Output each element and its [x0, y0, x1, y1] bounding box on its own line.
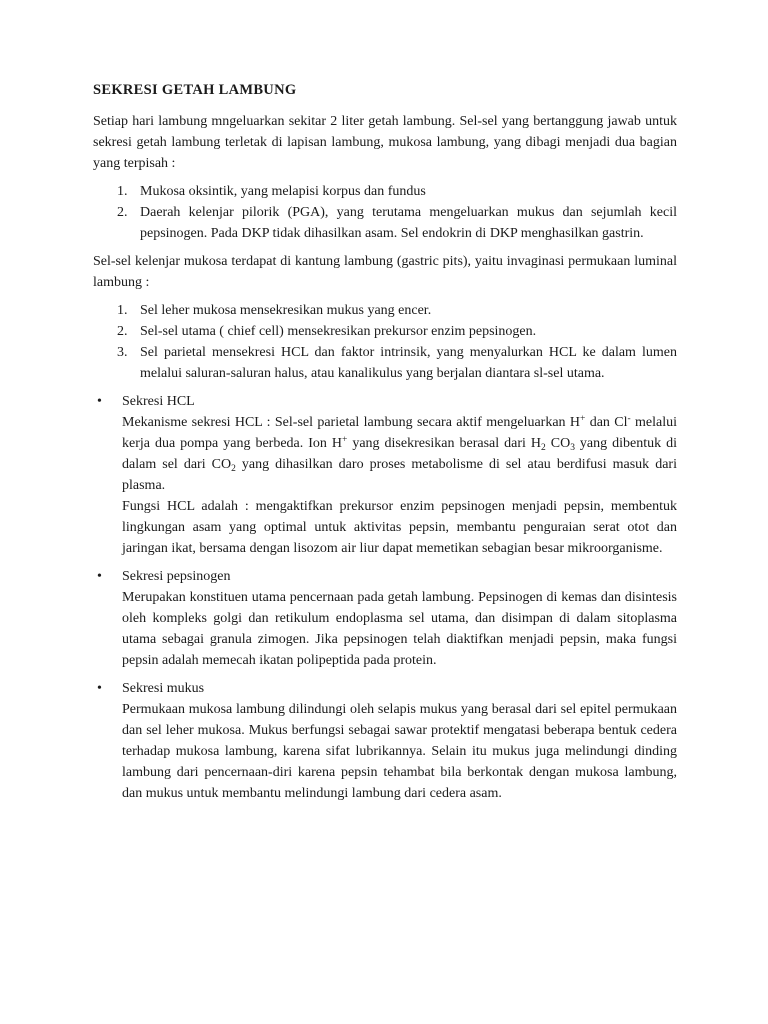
hcl-mechanism-paragraph: Mekanisme sekresi HCL : Sel-sel parietal lambung secara aktif mengeluarkan H+ dan Cl- melalui kerja dua pompa yang berbeda. Ion H+ yang disekresikan berasal dari $H_2$ $CO_3$ yang dibentuk di dalam sel dari $CO_2$ yang dihasilkan daro proses metabolisme di sel atau berdifusi masuk dari plasma. — [122, 414, 677, 493]
pepsinogen-paragraph: Merupakan konstituen utama pencernaan pada getah lambung. Pepsinogen di kemas dan disintesis oleh kompleks golgi dan retikulum endoplasma sel utama, dan disimpan di dalam sitoplasma utama sebagai granula zimogen. Jika pepsinogen telah diaktifkan menjadi pepsin, maka fungsi pepsin adalah memecah ikatan polipeptida pada protein. — [122, 590, 677, 668]
gland-cells-list — [93, 300, 677, 384]
list-item-number: 1. — [117, 184, 128, 199]
list-item — [93, 342, 677, 384]
list-item — [93, 300, 677, 321]
list-item-text: Sel-sel utama ( chief cell) mensekresikan prekursor enzim pepsinogen. — [140, 324, 537, 339]
bullet-icon: • — [97, 394, 102, 409]
list-item-text: Sel parietal mensekresi HCL dan faktor intrinsik, yang menyalurkan HCL ke dalam lumen melalui saluran-saluran halus, atau kanalikulus yang berjalan diantara sl-sel utama. — [140, 345, 677, 381]
list-item-text: Sel leher mukosa mensekresikan mukus yang encer. — [140, 303, 432, 318]
mukus-paragraph: Permukaan mukosa lambung dilindungi oleh selapis mukus yang berasal dari sel epitel permukaan dan sel leher mukosa. Mukus berfungsi sebagai sawar protektif mengatasi beberapa bentuk cedera terhadap mukosa lambung, karena sifat lubrikannya. Selain itu mukus juga melindungi dinding lambung dari pencernaan-diri karena pepsin tehambat bila berkontak dengan mukosa lambung, dan mukus untuk membantu melindungi lambung dari cedera asam. — [122, 702, 677, 801]
list-item-number: 1. — [117, 303, 128, 318]
list-item-number: 2. — [117, 324, 128, 339]
section-sekresi-pepsinogen — [93, 566, 677, 671]
section-heading-sekresi-pepsinogen: Sekresi pepsinogen — [122, 569, 231, 584]
document-title: SEKRESI GETAH LAMBUNG — [93, 82, 297, 98]
gastric-pits-paragraph: Sel-sel kelenjar mukosa terdapat di kantung lambung (gastric pits), yaitu invaginasi permukaan luminal lambung : — [93, 254, 677, 290]
mucosa-regions-list — [93, 181, 677, 244]
list-item — [93, 181, 677, 202]
section-sekresi-mukus — [93, 678, 677, 804]
list-item-number: 2. — [117, 205, 128, 220]
list-item — [93, 321, 677, 342]
section-sekresi-hcl — [93, 391, 677, 559]
section-heading-sekresi-hcl: Sekresi HCL — [122, 394, 195, 409]
list-item-text: Mukosa oksintik, yang melapisi korpus dan fundus — [140, 184, 426, 199]
bullet-icon: • — [97, 681, 102, 696]
intro-paragraph: Setiap hari lambung mngeluarkan sekitar 2 liter getah lambung. Sel-sel yang bertanggung jawab untuk sekresi getah lambung terletak di lapisan lambung, mukosa lambung, yang dibagi menjadi dua bagian yang terpisah : — [93, 114, 677, 171]
section-heading-sekresi-mukus: Sekresi mukus — [122, 681, 205, 696]
bullet-icon: • — [97, 569, 102, 584]
list-item-text: Daerah kelenjar pilorik (PGA), yang terutama mengeluarkan mukus dan sejumlah kecil pepsinogen. Pada DKP tidak dihasilkan asam. Sel endokrin di DKP menghasilkan gastrin. — [140, 205, 677, 241]
hcl-function-paragraph: Fungsi HCL adalah : mengaktifkan prekursor enzim pepsinogen menjadi pepsin, membentuk lingkungan asam yang optimal untuk aktivitas pepsin, membantu penguraian serat otot dan jaringan ikat, bersama dengan lisozom air liur dapat memetikan sebagian besar mikroorganisme. — [122, 499, 677, 556]
list-item — [93, 202, 677, 244]
list-item-number: 3. — [117, 345, 128, 360]
